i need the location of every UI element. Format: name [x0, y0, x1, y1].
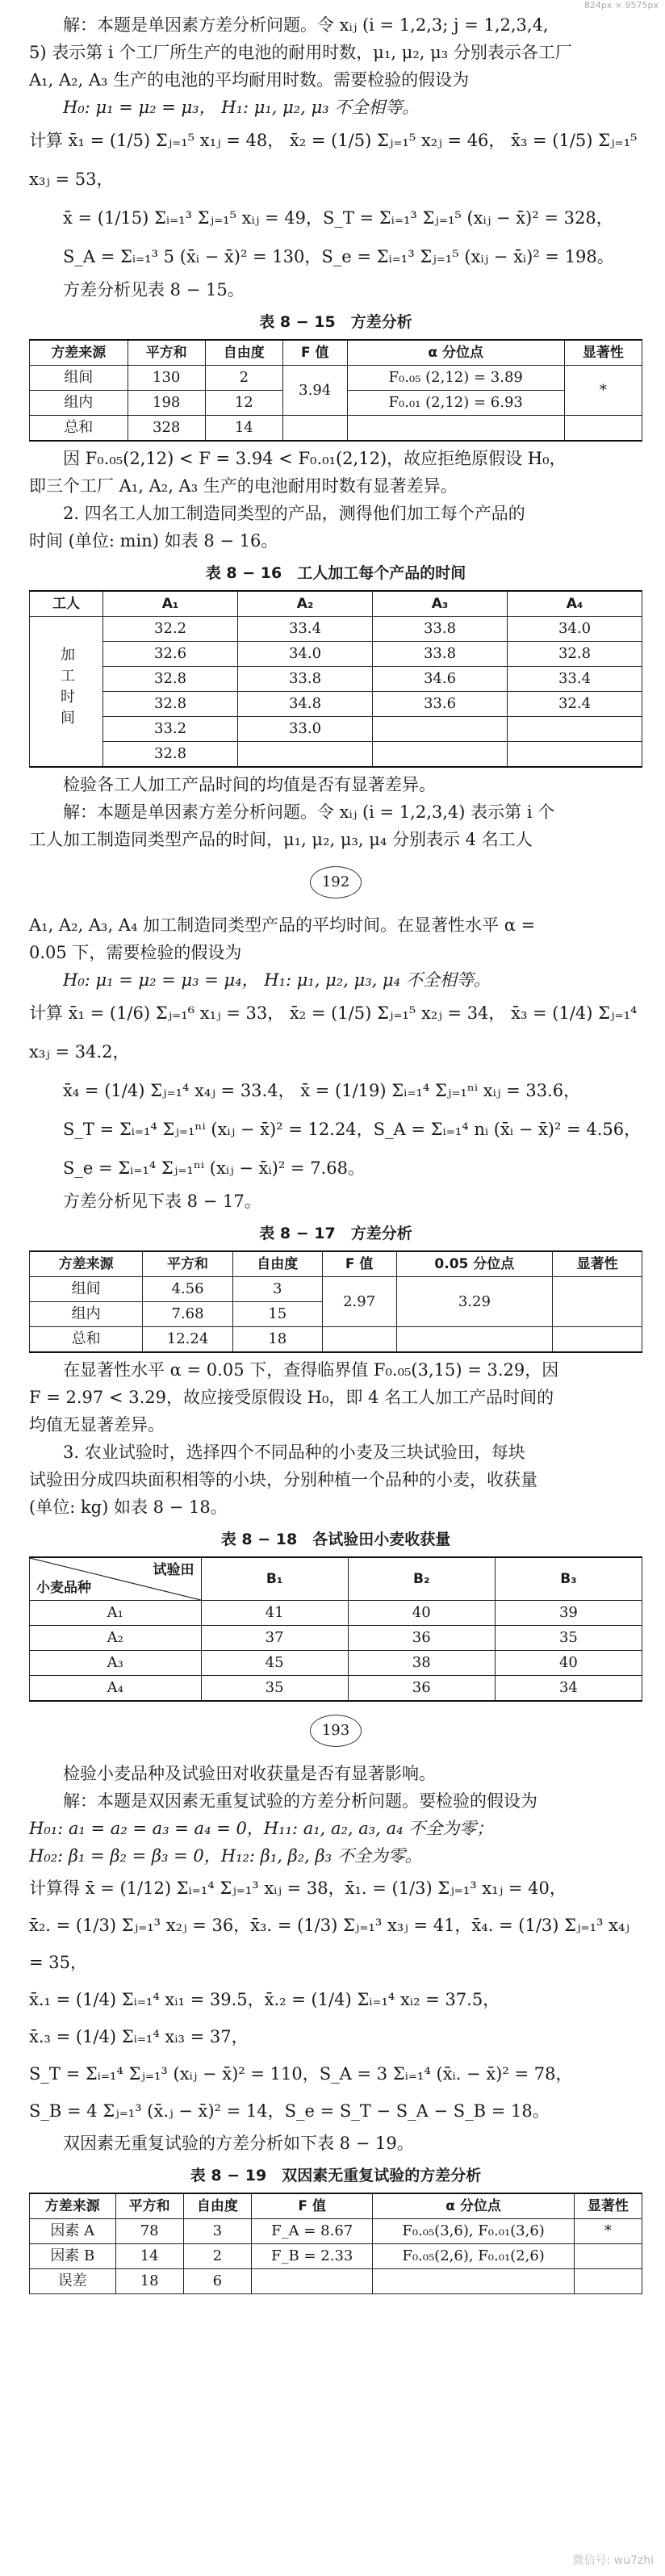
hypothesis-line: H₀₁: a₁ = a₂ = a₃ = a₄ = 0，H₁₁: a₁, a₂, a₃, a₄ 不全为零；: [29, 1819, 494, 1838]
page-192-content: [29, 11, 642, 2297]
table-cell: 12: [205, 391, 282, 416]
text-line: 2. 四名工人加工制造同类型的产品，测得他们加工每个产品的: [63, 504, 525, 523]
table-corner: [30, 1557, 202, 1601]
corner-label-bottom: 小麦品种: [36, 1580, 91, 1596]
text-line: (单位: kg) 如表 8 − 18。: [29, 1497, 228, 1517]
table-cell: 32.8: [103, 667, 238, 692]
hypothesis-line: H₀: μ₁ = μ₂ = μ₃ = μ₄， H₁: μ₁, μ₂, μ₃, μ₄ 不全相等。: [63, 970, 491, 990]
text-line: 0.05 下，需要检验的假设为: [29, 943, 242, 962]
formula-line: S_B = 4 Σⱼ₌₁³ (x̄.ⱼ − x̄)² = 14，S_e = S_T − S_A − S_B = 18。: [29, 2101, 550, 2121]
corner-label-top: 试验田: [153, 1562, 194, 1578]
page-number: 193: [29, 1715, 642, 1747]
table-header: 显著性: [564, 340, 642, 366]
table-cell: 14: [115, 2244, 183, 2269]
table-cell: 组间: [30, 1277, 143, 1302]
table-cell: 33.8: [373, 642, 508, 667]
table-cell: 37: [201, 1626, 348, 1651]
table-cell: 33.6: [373, 692, 508, 717]
table-cell: 4.56: [143, 1277, 233, 1302]
text-line: 均值无显著差异。: [29, 1415, 165, 1435]
table-cell: 15: [232, 1302, 322, 1327]
table-cell: A₄: [30, 1676, 202, 1702]
table-header: α 分位点: [347, 340, 564, 366]
text-line: 方差分析见下表 8 − 17。: [63, 1192, 261, 1211]
table-cell: F₀.₀₅ (2,12) = 3.89: [347, 366, 564, 391]
table-cell: 18: [232, 1327, 322, 1353]
table-cell: 41: [201, 1601, 348, 1626]
table-cell: 33.4: [238, 617, 373, 642]
table-caption: 表 8 − 17 方差分析: [259, 1225, 412, 1242]
table-header: B₁: [201, 1557, 348, 1601]
table-cell: 3: [183, 2219, 251, 2244]
table-header: A₂: [238, 591, 373, 617]
formula-line: S_A = Σᵢ₌₁³ 5 (x̄ᵢ − x̄)² = 130，S_e = Σᵢ₌₁³ Σⱼ₌₁⁵ (xᵢⱼ − x̄ᵢ)² = 198。: [63, 247, 614, 266]
table-header: 自由度: [205, 340, 282, 366]
table-header: α 分位点: [373, 2193, 574, 2219]
table-cell: 2: [205, 366, 282, 391]
formula-line: 计算 x̄₁ = (1/6) Σⱼ₌₁⁶ x₁ⱼ = 33， x̄₂ = (1/5) Σⱼ₌₁⁵ x₂ⱼ = 34， x̄₃ = (1/4) Σⱼ₌₁⁴ x₃ⱼ = 34.2，: [29, 1003, 638, 1062]
table-cell: 7.68: [143, 1302, 233, 1327]
table-cell: [574, 2269, 642, 2294]
table-cell: [373, 2269, 574, 2294]
table-cell: 36: [348, 1676, 495, 1702]
table-header: 方差来源: [30, 1251, 143, 1277]
table-cell: 33.2: [103, 717, 238, 742]
table-header: 0.05 分位点: [396, 1251, 553, 1277]
table-header: 平方和: [115, 2193, 183, 2219]
table-cell: 12.24: [143, 1327, 233, 1353]
table-cell: 32.6: [103, 642, 238, 667]
table-header: 显著性: [574, 2193, 642, 2219]
table-cell: 6: [183, 2269, 251, 2294]
text-line: 解：本题是单因素方差分析问题。令 xᵢⱼ (i = 1,2,3,4) 表示第 i 个: [63, 802, 555, 822]
table-cell: 组内: [30, 1302, 143, 1327]
table-cell: *: [574, 2219, 642, 2244]
table-cell: A₃: [30, 1651, 202, 1676]
table-cell: 3: [232, 1277, 322, 1302]
table-cell: *: [564, 366, 642, 416]
table-row-label: 加工时间: [30, 617, 103, 768]
table-cell: [574, 2244, 642, 2269]
table-cell: 34.8: [238, 692, 373, 717]
text-line: A₁, A₂, A₃, A₄ 加工制造同类型产品的平均时间。在显著性水平 α =: [29, 915, 536, 935]
table-header: 方差来源: [30, 340, 128, 366]
table-cell: 组内: [30, 391, 128, 416]
table-header: F 值: [322, 1251, 396, 1277]
formula-line: x̄ = (1/15) Σᵢ₌₁³ Σⱼ₌₁⁵ xᵢⱼ = 49，S_T = Σᵢ₌₁³ Σⱼ₌₁⁵ (xᵢⱼ − x̄)² = 328，: [63, 208, 613, 228]
table-cell: 33.8: [373, 617, 508, 642]
table-cell: F₀.₀₅(2,6), F₀.₀₁(2,6): [373, 2244, 574, 2269]
text-line: A₁, A₂, A₃ 生产的电池的平均耐用时数。需要检验的假设为: [29, 70, 470, 90]
page-number: 192: [29, 866, 642, 898]
table-cell: 45: [201, 1651, 348, 1676]
wheat-yield-table-8-18: [29, 1556, 642, 1702]
formula-line: x̄.₁ = (1/4) Σᵢ₌₁⁴ xᵢ₁ = 39.5，x̄.₂ = (1/4) Σᵢ₌₁⁴ xᵢ₂ = 37.5，: [29, 1990, 500, 2009]
table-cell: 32.8: [103, 692, 238, 717]
text-line: 解：本题是单因素方差分析问题。令 xᵢⱼ (i = 1,2,3; j = 1,2,3,4,: [63, 15, 549, 35]
text-line: 工人加工制造同类型产品的时间，μ₁, μ₂, μ₃, μ₄ 分别表示 4 名工人: [29, 830, 533, 849]
formula-line: S_T = Σᵢ₌₁⁴ Σⱼ₌₁ⁿⁱ (xᵢⱼ − x̄)² = 12.24，S_A = Σᵢ₌₁⁴ nᵢ (x̄ᵢ − x̄)² = 4.56，: [63, 1120, 642, 1139]
table-cell: 35: [495, 1626, 642, 1651]
table-cell: 36: [348, 1626, 495, 1651]
table-cell: F_B = 2.33: [251, 2244, 372, 2269]
formula-line: x̄.₃ = (1/4) Σᵢ₌₁⁴ xᵢ₃ = 37，: [29, 2027, 249, 2046]
table-caption: 表 8 − 18 各试验田小麦收获量: [220, 1531, 451, 1548]
table-header: 平方和: [128, 340, 205, 366]
table-caption: 表 8 − 16 工人加工每个产品的时间: [205, 564, 466, 582]
table-header: 自由度: [183, 2193, 251, 2219]
table-caption: 表 8 − 19 双因素无重复试验的方差分析: [190, 2167, 482, 2184]
anova-table-8-15: [29, 339, 642, 442]
table-cell: A₁: [30, 1601, 202, 1626]
table-cell: 总和: [30, 416, 128, 442]
anova-table-8-17: [29, 1250, 642, 1353]
formula-line: 计算得 x̄ = (1/12) Σᵢ₌₁⁴ Σⱼ₌₁³ xᵢⱼ = 38，x̄₁. = (1/3) Σⱼ₌₁³ x₁ⱼ = 40，: [29, 1879, 567, 1898]
hypothesis-line: H₀: μ₁ = μ₂ = μ₃， H₁: μ₁, μ₂, μ₃ 不全相等。: [63, 98, 420, 117]
table-cell: 18: [115, 2269, 183, 2294]
table-header: F 值: [251, 2193, 372, 2219]
table-cell: 39: [495, 1601, 642, 1626]
table-cell: 38: [348, 1651, 495, 1676]
table-cell: F_A = 8.67: [251, 2219, 372, 2244]
table-header: 显著性: [553, 1251, 642, 1277]
table-cell: 14: [205, 416, 282, 442]
table-header: A₃: [373, 591, 508, 617]
table-cell: 32.4: [507, 692, 642, 717]
text-line: 时间 (单位: min) 如表 8 − 16。: [29, 531, 278, 551]
table-cell: 34.0: [507, 617, 642, 642]
table-cell: 误差: [30, 2269, 116, 2294]
table-cell: 33.4: [507, 667, 642, 692]
worker-time-table-8-16: [29, 590, 642, 768]
table-header: A₄: [507, 591, 642, 617]
table-header: B₃: [495, 1557, 642, 1601]
table-cell: 130: [128, 366, 205, 391]
table-cell: 总和: [30, 1327, 143, 1353]
text-line: 方差分析见表 8 − 15。: [63, 280, 245, 299]
table-cell: 2: [183, 2244, 251, 2269]
table-cell: 32.8: [103, 742, 238, 768]
text-line: 5) 表示第 i 个工厂所生产的电池的耐用时数，μ₁, μ₂, μ₃ 分别表示各工厂: [29, 43, 572, 62]
table-header: B₂: [348, 1557, 495, 1601]
formula-line: x̄₂. = (1/3) Σⱼ₌₁³ x₂ⱼ = 36，x̄₃. = (1/3) Σⱼ₌₁³ x₃ⱼ = 41，x̄₄. = (1/3) Σⱼ₌₁³ x₄ⱼ = 35，: [29, 1916, 629, 1972]
formula-line: S_T = Σᵢ₌₁⁴ Σⱼ₌₁³ (xᵢⱼ − x̄)² = 110，S_A = 3 Σᵢ₌₁⁴ (x̄ᵢ. − x̄)² = 78，: [29, 2064, 573, 2084]
text-line: 试验田分成四块面积相等的小块，分别种植一个品种的小麦，收获量: [29, 1470, 537, 1489]
table-cell: 34: [495, 1676, 642, 1702]
table-cell: 198: [128, 391, 205, 416]
table-cell: 3.29: [396, 1277, 553, 1327]
table-cell: 组间: [30, 366, 128, 391]
table-cell: [251, 2269, 372, 2294]
table-cell: 78: [115, 2219, 183, 2244]
table-cell: 2.97: [322, 1277, 396, 1327]
table-cell: 33.8: [238, 667, 373, 692]
table-cell: [507, 742, 642, 768]
text-line: 检验各工人加工产品时间的均值是否有显著差异。: [63, 775, 436, 794]
table-header: A₁: [103, 591, 238, 617]
text-line: 因 F₀.₀₅(2,12) < F = 3.94 < F₀.₀₁(2,12)，故应拒绝原假设 H₀，: [63, 449, 567, 468]
table-cell: 因素 A: [30, 2219, 116, 2244]
text-line: 双因素无重复试验的方差分析如下表 8 − 19。: [63, 2134, 414, 2153]
table-cell: 34.0: [238, 642, 373, 667]
table-cell: [373, 742, 508, 768]
table-header: 工人: [30, 591, 103, 617]
table-header: 平方和: [143, 1251, 233, 1277]
formula-line: S_e = Σᵢ₌₁⁴ Σⱼ₌₁ⁿⁱ (xᵢⱼ − x̄ᵢ)² = 7.68。: [63, 1158, 365, 1178]
table-cell: 35: [201, 1676, 348, 1702]
table-cell: [373, 717, 508, 742]
formula-line: 计算 x̄₁ = (1/5) Σⱼ₌₁⁵ x₁ⱼ = 48， x̄₂ = (1/5) Σⱼ₌₁⁵ x₂ⱼ = 46， x̄₃ = (1/5) Σⱼ₌₁⁵ x₃ⱼ = 53，: [29, 131, 638, 189]
table-cell: F₀.₀₅(3,6), F₀.₀₁(3,6): [373, 2219, 574, 2244]
table-header: 方差来源: [30, 2193, 116, 2219]
hypothesis-line: H₀₂: β₁ = β₂ = β₃ = 0，H₁₂: β₁, β₂, β₃ 不全为零。: [29, 1846, 422, 1866]
table-cell: F₀.₀₁ (2,12) = 6.93: [347, 391, 564, 416]
table-cell: 40: [348, 1601, 495, 1626]
text-line: 即三个工厂 A₁, A₂, A₃ 生产的电池耐用时数有显著差异。: [29, 476, 458, 496]
table-caption: 表 8 − 15 方差分析: [259, 313, 412, 331]
anova-table-8-19: [29, 2193, 642, 2294]
watermark: 微信号: wu7zhi: [572, 2554, 654, 2567]
table-cell: [238, 742, 373, 768]
table-cell: A₂: [30, 1626, 202, 1651]
table-header: F 值: [282, 340, 347, 366]
table-cell: [507, 717, 642, 742]
text-line: 在显著性水平 α = 0.05 下，查得临界值 F₀.₀₅(3,15) = 3.29，因: [63, 1360, 559, 1380]
text-line: F = 2.97 < 3.29，故应接受原假设 H₀，即 4 名工人加工产品时间的: [29, 1388, 554, 1407]
table-cell: 328: [128, 416, 205, 442]
image-dimensions-label: 824px × 9575px: [583, 0, 659, 10]
text-line: 解：本题是双因素无重复试验的方差分析问题。要检验的假设为: [63, 1791, 537, 1811]
table-cell: 因素 B: [30, 2244, 116, 2269]
text-line: 3. 农业试验时，选择四个不同品种的小麦及三块试验田，每块: [63, 1443, 525, 1462]
text-line: 检验小麦品种及试验田对收获量是否有显著影响。: [63, 1764, 436, 1783]
table-cell: 34.6: [373, 667, 508, 692]
table-cell: 33.0: [238, 717, 373, 742]
table-header: 自由度: [232, 1251, 322, 1277]
table-cell: 40: [495, 1651, 642, 1676]
table-cell: 32.8: [507, 642, 642, 667]
formula-line: x̄₄ = (1/4) Σⱼ₌₁⁴ x₄ⱼ = 33.4， x̄ = (1/19) Σᵢ₌₁⁴ Σⱼ₌₁ⁿⁱ xᵢⱼ = 33.6，: [63, 1081, 581, 1100]
table-cell: 32.2: [103, 617, 238, 642]
table-cell: 3.94: [282, 366, 347, 416]
